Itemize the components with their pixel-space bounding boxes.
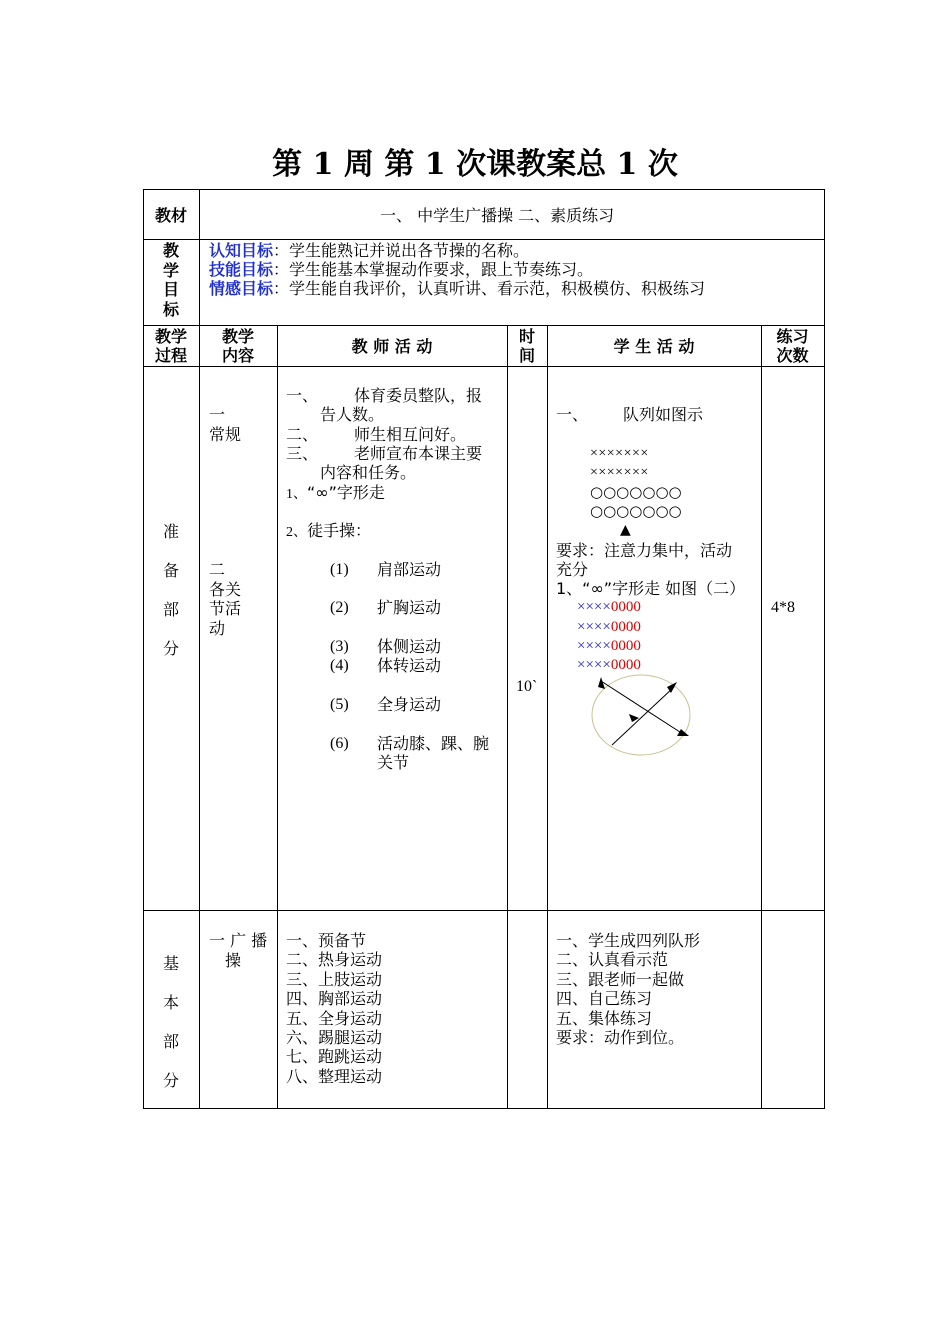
exercise-name: 体侧运动	[377, 637, 442, 656]
table-border-bottom	[143, 1108, 825, 1109]
walk-formation-row: ××××0000	[577, 638, 641, 654]
objective-skill: 技能目标：学生能基本掌握动作要求，跟上节奏练习。	[209, 260, 594, 279]
table-rule	[547, 325, 548, 1109]
exercise-name-cont: 关节	[377, 753, 410, 772]
table-rule	[143, 910, 825, 911]
list-item: 五、集体练习	[556, 1008, 653, 1028]
header-teacher: 教 师 活 动	[351, 337, 433, 356]
table-rule	[143, 325, 825, 326]
table-border-right	[824, 189, 825, 1109]
walk-path-circle	[592, 675, 690, 755]
material-content: 一、 中学生广播操 二、素质练习	[380, 206, 615, 225]
exercise-name: 扩胸运动	[377, 598, 442, 617]
prep-time: 10`	[516, 678, 538, 695]
formation-row-x: ×××××××	[590, 465, 649, 480]
objective-affective: 情感目标：学生能自我评价，认真听讲、看示范，积极模仿、积极练习	[209, 279, 706, 298]
arrow-head	[677, 729, 689, 736]
exercise-name: 肩部运动	[377, 560, 442, 579]
list-item: 三、上肢运动	[286, 969, 383, 989]
walk-formation-row: ××××0000	[577, 619, 641, 635]
header-student: 学 生 活 动	[613, 337, 695, 356]
exercise-name: 体转运动	[377, 656, 442, 675]
teacher-item-3: 老师宣布本课主要	[354, 444, 483, 463]
prep-content-routine: 一 常规	[209, 405, 242, 444]
section-basic-label: 基 本 部 分	[162, 954, 179, 1090]
walk-formation-row: ××××0000	[577, 599, 641, 615]
formation-row-o: ○○○○○○○	[590, 483, 682, 501]
exercise-num: (3)	[330, 638, 349, 655]
path-arrow-line	[612, 687, 674, 745]
teacher-item-1-cont: 告人数。	[320, 405, 385, 424]
table-rule	[507, 325, 508, 1109]
prep-content-joints: 二 各关 节活 动	[209, 560, 242, 638]
exercise-num: (1)	[330, 561, 349, 578]
teacher-item-1-num: 一、	[286, 386, 319, 405]
list-item: 一、学生成四列队形	[556, 931, 701, 950]
teacher-item-3-num: 三、	[286, 444, 319, 463]
page-title: 第 1 周 第 1 次课教案总 1 次	[272, 147, 678, 182]
list-item: 四、自己练习	[556, 989, 653, 1009]
student-item-1: 队列如图示	[623, 405, 704, 424]
header-reps: 练习 次数	[776, 327, 809, 365]
teacher-freehand: 2、徒手操：	[286, 521, 372, 540]
exercise-num: (4)	[330, 657, 349, 674]
exercise-name: 活动膝、踝、腕	[377, 734, 490, 753]
list-item: 三、跟老师一起做	[556, 969, 685, 989]
header-time: 时 间	[518, 327, 535, 365]
table-rule	[143, 239, 825, 240]
teacher-item-2-num: 二、	[286, 425, 319, 444]
table-rule	[143, 366, 825, 367]
teacher-item-1: 体育委员整队，报	[354, 386, 483, 405]
student-requirement: 要求：注意力集中，活动	[556, 541, 733, 560]
objectives-label: 教 学 目 标	[162, 241, 179, 319]
list-item: 七、跑跳运动	[286, 1047, 383, 1067]
exercise-name: 全身运动	[377, 695, 442, 714]
student-requirement-cont: 充分	[556, 560, 589, 579]
table-rule	[761, 325, 762, 1109]
exercise-num: (2)	[330, 599, 349, 616]
walk-formation-row: ××××0000	[577, 657, 641, 673]
teacher-walk: 1、“∞”字形走	[286, 483, 385, 502]
objective-cognitive: 认知目标：学生能熟记并说出各节操的名称。	[209, 241, 530, 260]
list-item: 五、全身运动	[286, 1008, 383, 1028]
student-item-1-num: 一、	[556, 405, 589, 424]
table-rule	[277, 325, 278, 1109]
student-walk: 1、“∞”字形走 如图（二）	[556, 579, 746, 598]
list-item: 一、预备节	[286, 931, 367, 950]
header-content: 教学 内容	[221, 327, 254, 365]
basic-teacher-list	[286, 931, 382, 1086]
formation-row-x: ×××××××	[590, 446, 649, 461]
section-prep-label: 准 备 部 分	[162, 522, 179, 658]
teacher-item-3-cont: 内容和任务。	[320, 463, 417, 482]
formation-row-o: ○○○○○○○	[590, 502, 682, 520]
list-item: 四、胸部运动	[286, 989, 383, 1009]
header-process: 教学 过程	[154, 327, 187, 365]
teacher-item-2: 师生相互问好。	[354, 425, 467, 444]
basic-student-list	[556, 931, 700, 1047]
list-item: 八、整理运动	[286, 1066, 383, 1086]
list-item: 要求：动作到位。	[556, 1028, 685, 1048]
basic-content: 一 广 播 操	[209, 931, 268, 970]
teacher-position-marker: ▲	[620, 522, 631, 538]
prep-reps: 4*8	[771, 599, 795, 616]
list-item: 六、踢腿运动	[286, 1028, 383, 1048]
table-border-top	[143, 189, 825, 190]
material-label: 教材	[154, 206, 187, 225]
exercise-num: (5)	[330, 696, 349, 713]
exercise-num: (6)	[330, 735, 349, 752]
list-item: 二、认真看示范	[556, 950, 669, 970]
list-item: 二、热身运动	[286, 950, 383, 970]
figure-eight-diagram	[585, 672, 700, 762]
